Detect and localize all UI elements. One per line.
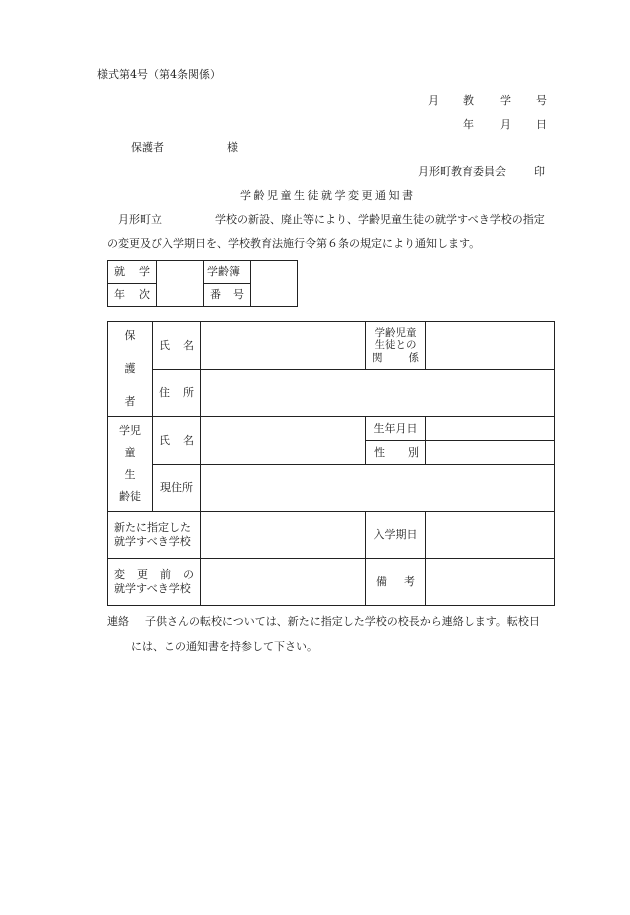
current-address-field[interactable]: [201, 465, 555, 512]
date-day: 日: [536, 118, 547, 131]
guardian-name-field[interactable]: [201, 322, 366, 370]
relation-field[interactable]: [426, 322, 555, 370]
grade-label-bottom: 年 次: [108, 284, 157, 307]
old-school-field[interactable]: [201, 559, 366, 606]
remarks-label: 備 考: [366, 559, 426, 606]
old-school-label: 変 更 前 の 就学すべき学校: [108, 559, 201, 606]
birthdate-label: 生年月日: [366, 417, 426, 441]
date-year: 年: [463, 118, 474, 131]
student-name-label: 氏 名: [153, 417, 201, 465]
body-line2: の変更及び入学期日を、学校教育法施行令第６条の規定により通知します。: [107, 237, 481, 250]
remarks-field[interactable]: [426, 559, 555, 606]
ref-go: 号: [536, 94, 547, 107]
ref-month: 月: [428, 94, 439, 107]
guardian-section-label: 保 護 者: [108, 322, 153, 417]
student-name-field[interactable]: [201, 417, 366, 465]
note-line2: には、この通知書を持参して下さい。: [131, 640, 318, 653]
ref-kyo: 教: [463, 94, 474, 107]
date-month: 月: [500, 118, 511, 131]
form-number: 様式第4号（第4条関係）: [97, 68, 221, 81]
new-school-label: 新たに指定した 就学すべき学校: [108, 512, 201, 559]
entry-date-label: 入学期日: [366, 512, 426, 559]
addressee-honorific: 様: [227, 141, 238, 154]
issuer-seal: 印: [534, 165, 545, 178]
current-address-label: 現住所: [153, 465, 201, 512]
note-line1: 子供さんの転校については、新たに指定した学校の校長から連絡します。転校日: [145, 615, 540, 628]
register-label-top: 学齢簿: [204, 261, 251, 284]
issuer-name: 月形町教育委員会: [418, 165, 506, 178]
register-label-bottom: 番 号: [204, 284, 251, 307]
guardian-address-field[interactable]: [201, 370, 555, 417]
document-title: 学齢児童生徒就学変更通知書: [240, 189, 416, 202]
body-town: 月形町立: [118, 213, 162, 226]
grade-value-cell[interactable]: [157, 261, 204, 284]
grade-label-top: 就 学: [108, 261, 157, 284]
ref-gaku: 学: [500, 94, 511, 107]
entry-date-field[interactable]: [426, 512, 555, 559]
relation-label: 学齢児童 生徒との 関 係: [366, 322, 426, 370]
guardian-name-label: 氏 名: [153, 322, 201, 370]
guardian-address-label: 住 所: [153, 370, 201, 417]
birthdate-field[interactable]: [426, 417, 555, 441]
addressee-label: 保護者: [131, 141, 164, 154]
main-table: [107, 321, 555, 606]
gender-field[interactable]: [426, 441, 555, 465]
student-section-label: 学児 童 生 齢徒: [108, 417, 153, 512]
gender-label: 性 別: [366, 441, 426, 465]
grade-register-table: [107, 260, 298, 307]
new-school-field[interactable]: [201, 512, 366, 559]
body-line1: 学校の新設、廃止等により、学齢児童生徒の就学すべき学校の指定: [215, 213, 545, 226]
note-label: 連絡: [107, 615, 129, 628]
register-value-cell[interactable]: [251, 261, 298, 284]
